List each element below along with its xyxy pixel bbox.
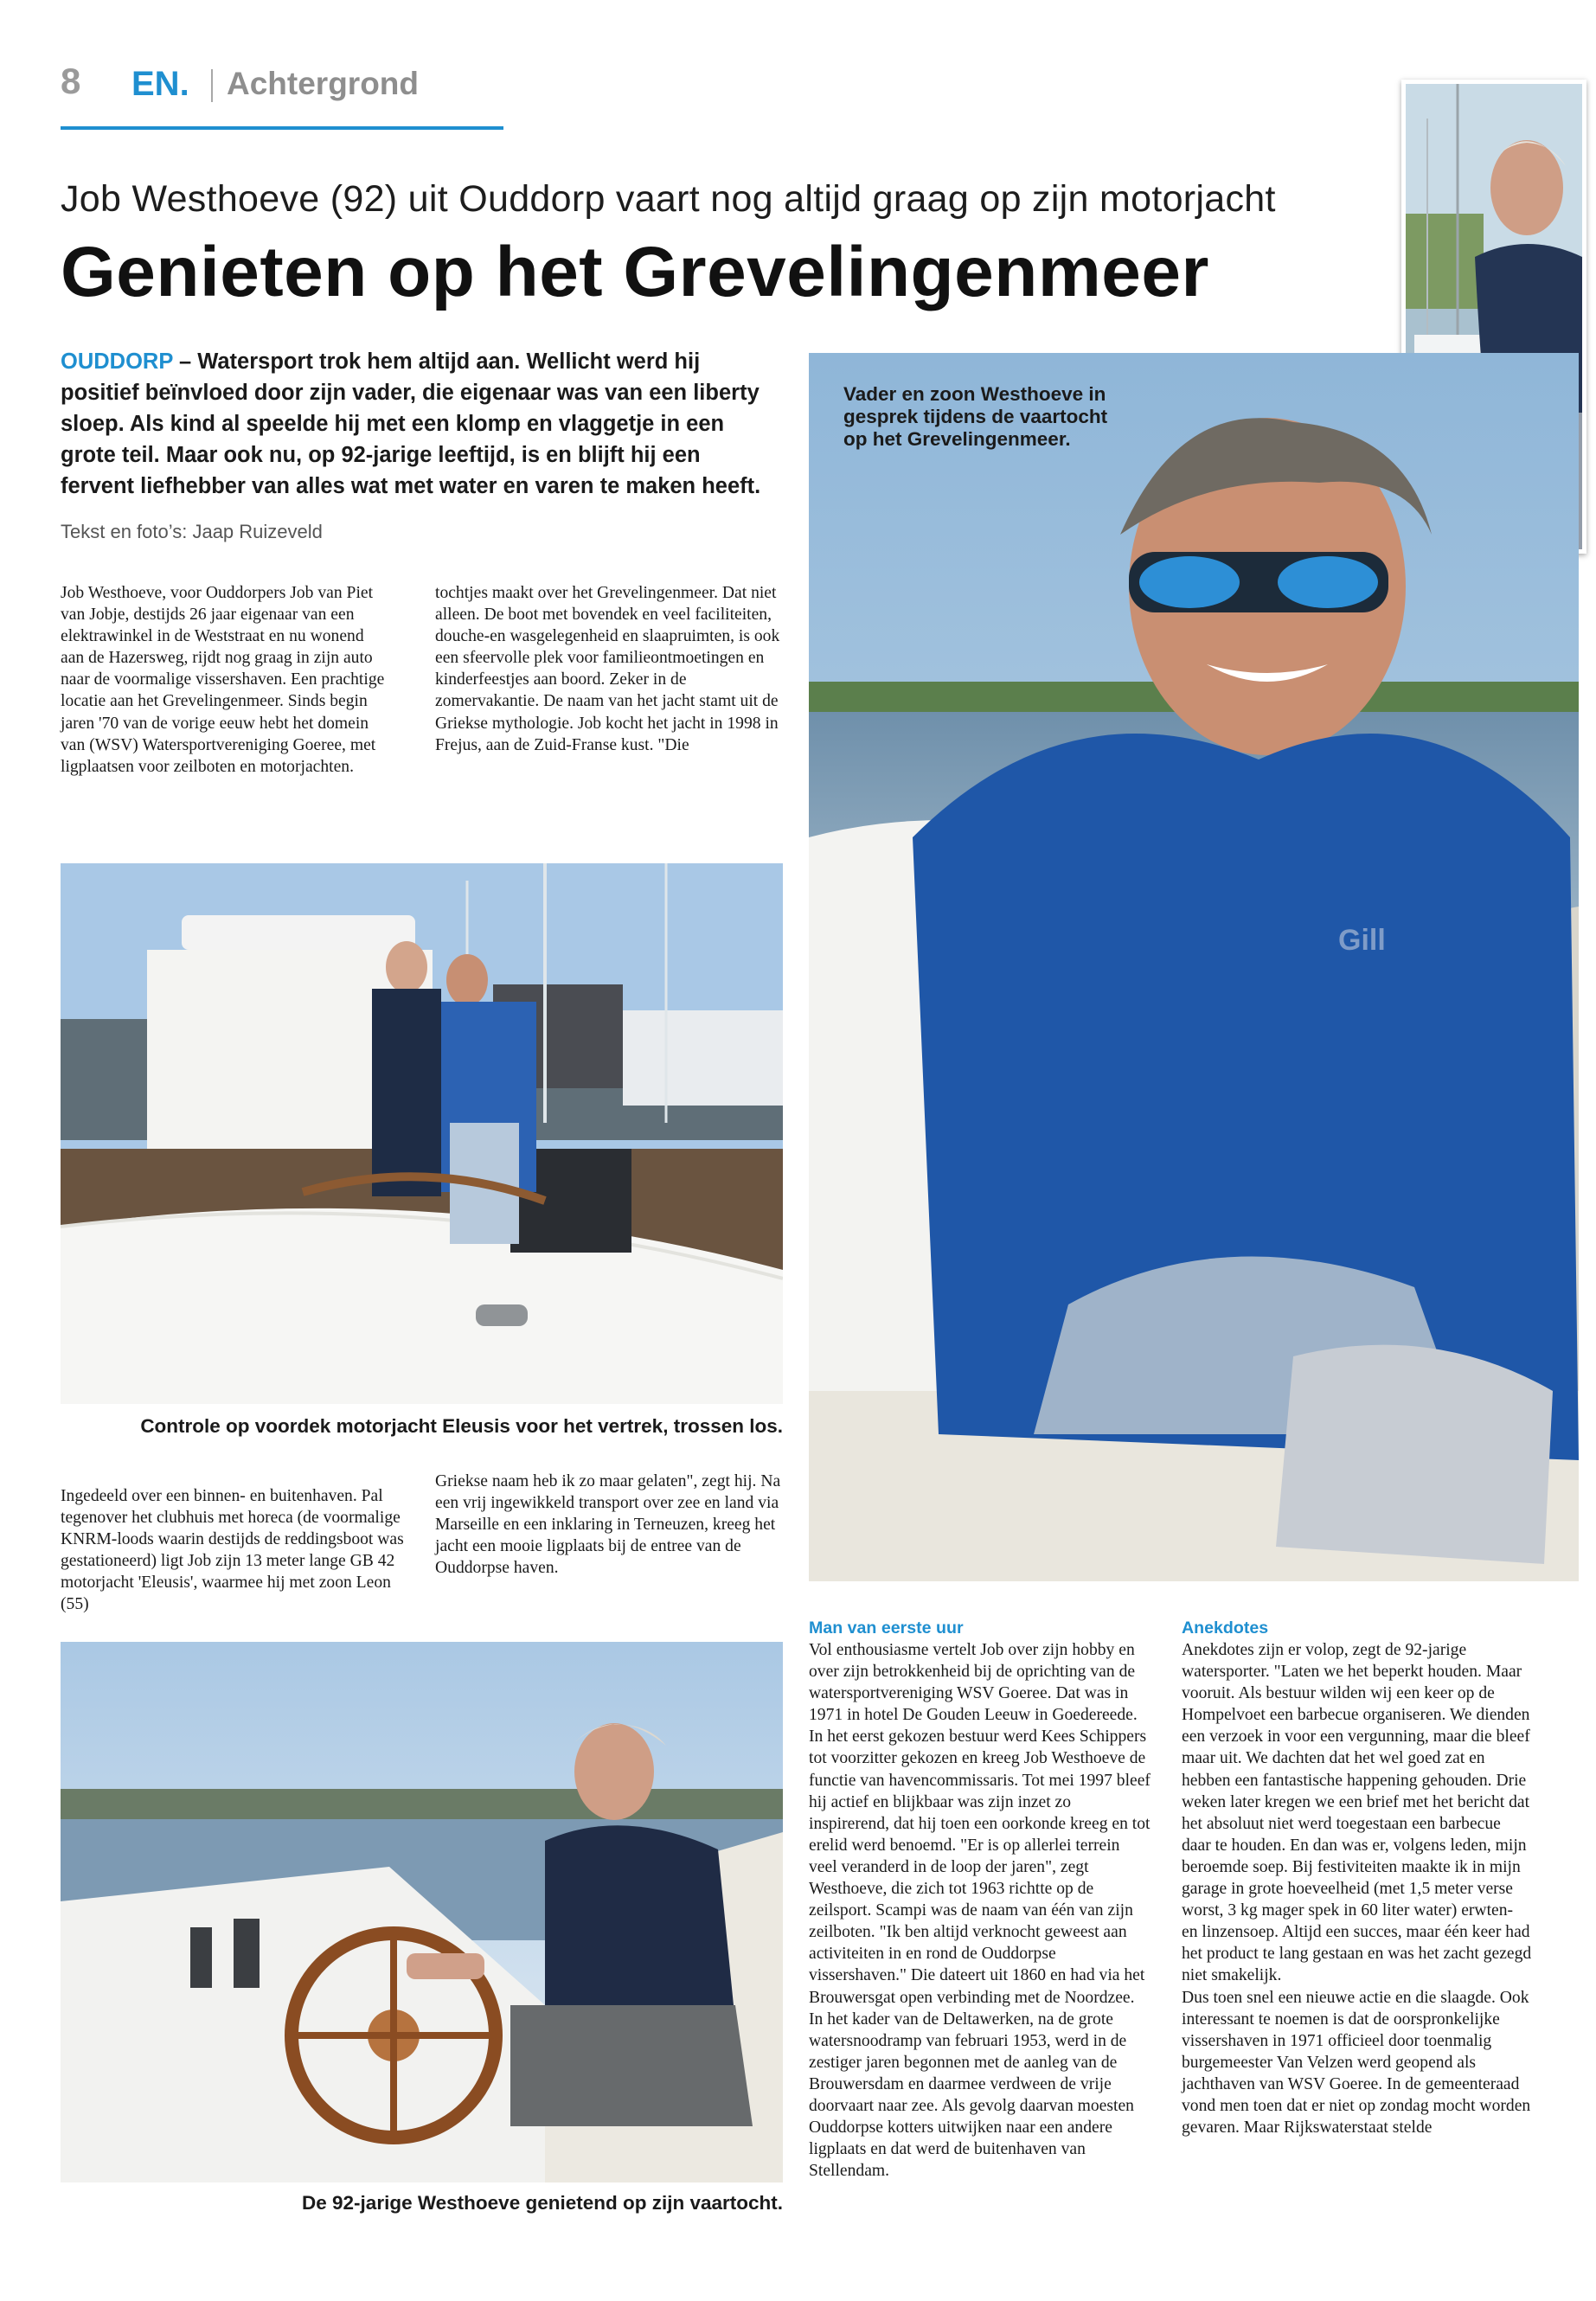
caption-main-photo: Vader en zoon Westhoeve in gesprek tijdens de vaartocht op het Grevelingenmeer. [843, 383, 1108, 450]
jacket-logo: Gill [1338, 924, 1386, 957]
photo-helm [61, 1642, 783, 2182]
body-column-4 [1182, 1618, 1532, 2138]
subheading-man-van-eerste-uur: Man van eerste uur [809, 1618, 964, 1638]
article-kicker: Job Westhoeve (92) uit Ouddorp vaart nog altijd graag op zijn motorjacht [61, 178, 1276, 220]
body-column-2-middle: Griekse naam heb ik zo maar gelaten", zegt hij. Na een vrij ingewikkeld transport over zee en land via Marseille en een inklaring in Terneuzen, kreeg het jacht een mooie ligplaats bij de entree van de Ouddorpse haven. [435, 1472, 781, 1578]
header-rule [61, 126, 503, 130]
dateline: OUDDORP [61, 349, 173, 374]
article-lead [61, 346, 770, 502]
body-column-1-middle: Ingedeeld over een binnen- en buitenhaven. Pal tegenover het clubhuis met horeca (de voormalige KNRM-loods waarin destijds de reddingsboot was gestationeerd) ligt Job zijn 13 meter lange GB 42 motorjacht 'Eleusis', waarmee hij met zoon Leon (55) [61, 1487, 404, 1614]
page-number: 8 [61, 61, 81, 101]
body-column-2-top: tochtjes maakt over het Grevelingenmeer. Dat niet alleen. De boot met bovendek en veel faciliteiten, douche-en wasgelegenheid en slaapruimten, is ook een sfeervolle plek voor familieontmoetingen en kinderfeestjes aan boord. Zeker in de zomervakantie. De naam van het jacht stamt uit de Griekse mythologie. Job kocht het jacht in 1998 in Frejus, aan de Zuid-Franse kust. "Die [435, 584, 780, 754]
en-logo [131, 66, 199, 100]
lead-text: – Watersport trok hem altijd aan. Wellicht werd hij positief beïnvloed door zijn vader, die eigenaar was van een liberty sloep. Als kind al speelde hij met een klomp en vlaggetje in een grote teil. Maar ook nu, op 92-jarige leeftijd, is en blijft hij een fervent liefhebber van alles wat met water en varen te maken heeft. [61, 349, 761, 498]
header-divider [211, 69, 213, 102]
logo-text: EN. [131, 66, 189, 100]
byline: Tekst en foto’s: Jaap Ruizeveld [61, 521, 323, 542]
section-label: Achtergrond [227, 66, 419, 101]
section-text-man-van-eerste-uur: Vol enthousiasme vertelt Job over zijn hobby en over zijn betrokkenheid bij de oprichting van de watersportvereniging WSV Goeree. Dat was in 1971 in hotel De Gouden Leeuw in Goedereede. In het eerst gekozen bestuur werd Kees Schippers tot voorzitter gekozen en kreeg Job Westhoeve de functie van havencommissaris. Tot mei 1997 bleef hij actief en blijkbaar was zijn inzet zo inspirerend, dat hij toen een oorkonde kreeg en tot erelid werd benoemd. "Er is op allerlei terrein veel veranderd in de loop der jaren", zegt Westhoeve, die zich tot 1963 richtte op de zeilsport. Scampi was de naam van één van zijn zeilboten. "Ik ben altijd verknocht geweest aan activiteiten in en rond de Ouddorpse vissershaven." Die dateert uit 1860 en had via het Brouwersgat open verbinding met de Noordzee. In het kader van de Deltawerken, na de grote watersnoodramp van februari 1953, werd in de zestiger jaren begonnen met de aanleg van de Brouwersdam en daarmee verdween de vrije doorvaart naar zee. Als gevolg daarvan moesten Ouddorpse kotters uitwijken naar een andere ligplaats en dat werd de buitenhaven van Stellendam. [809, 1641, 1151, 2181]
photo-foredeck [61, 863, 783, 1404]
article-headline: Genieten op het Grevelingenmeer [61, 233, 1209, 311]
body-column-3 [809, 1618, 1151, 2182]
caption-helm-photo: De 92-jarige Westhoeve genietend op zijn vaartocht. [302, 2192, 783, 2214]
section-text-anekdotes: Anekdotes zijn er volop, zegt de 92-jarige watersporter. "Laten we het beperkt houden. Maar vooruit. Als bestuur wilden wij een keer op de Hompelvoet een barbecue organiseren. We dienden een verzoek in voor een vergunning, maar die bleef maar uit. We dachten dat het wel goed zat en hebben een fantastische happening gehouden. Drie weken later kregen we een brief met het bericht dat het absoluut niet werd toegestaan een barbecue daar te houden. En dan was er, volgens leden, mijn beroemde soep. Bij festiviteiten maakte ik in mijn garage in grote hoeveelheid (met 1,5 meter verse worst, 3 kg mager spek in 60 liter water) erwten- en linzensoep. Altijd een succes, maar één keer had het product te lang gestaan en was het zacht gezegd niet smakelijk. Dus toen snel een nieuwe actie en die slaagde. Ook interessant te noemen is dat de oorspronkelijke vissershaven in 1971 officieel door toenmalig burgemeester Van Velzen werd geopend als jachthaven van WSV Goeree. In de gemeenteraad vond men toen dat er niet op zondag mocht worden gevaren. Maar Rijkswaterstaat stelde [1182, 1641, 1532, 2138]
subheading-anekdotes: Anekdotes [1182, 1618, 1269, 1638]
caption-foredeck-photo: Controle op voordek motorjacht Eleusis voor het vertrek, trossen los. [140, 1415, 783, 1437]
body-column-1-top: Job Westhoeve, voor Ouddorpers Job van Piet van Jobje, destijds 26 jaar eigenaar van een elektrawinkel in de Weststraat en nu wonend aan de Hazersweg, rijdt nog graag in zijn auto naar de voormalige vissershaven. Een prachtige locatie aan het Grevelingenmeer. Sinds begin jaren '70 van de vorige eeuw hebt het domein van (WSV) Watersportvereniging Goeree, met ligplaatsen voor zeilboten en motorjachten. [61, 584, 385, 776]
photo-son-on-boat [809, 353, 1579, 1581]
